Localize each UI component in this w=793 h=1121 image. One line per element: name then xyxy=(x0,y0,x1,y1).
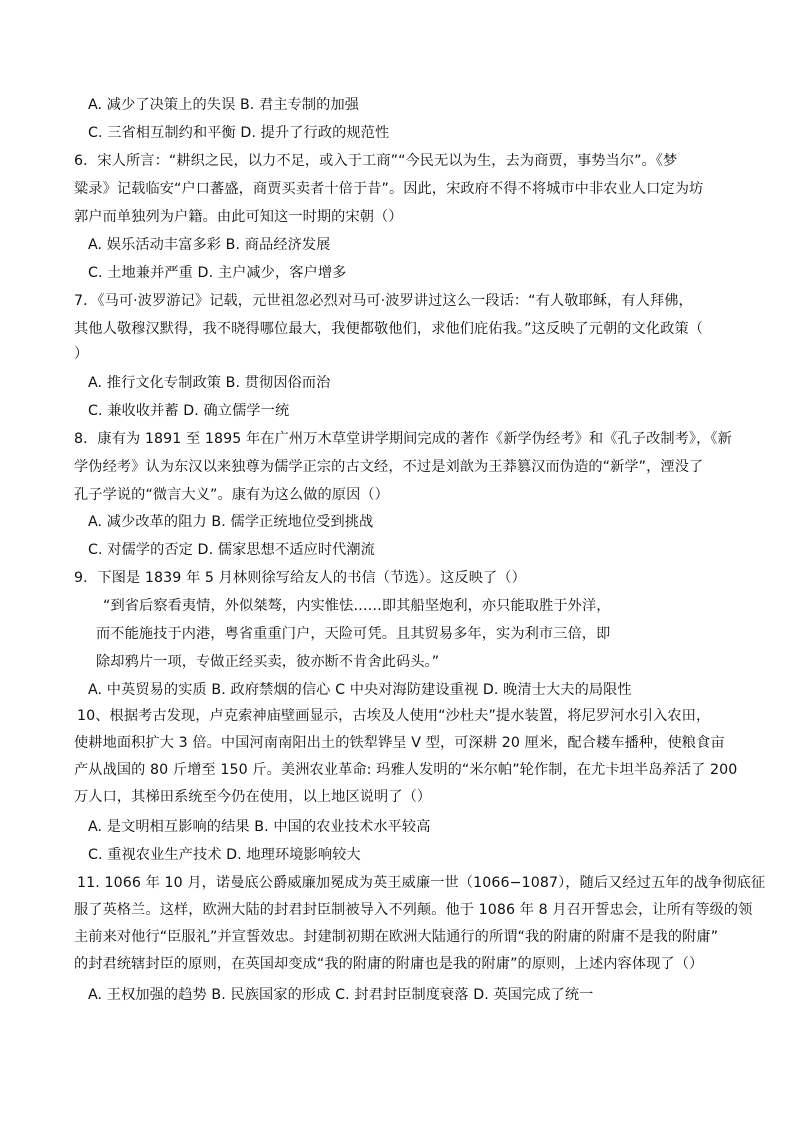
q11-stem-line4: 的封君统辖封臣的原则，在英国却变成“我的附庸的附庸也是我的附庸”的原则，上述内容体现了（） xyxy=(74,956,704,972)
q10-options-cd: C. 重视农业生产技术 D. 地理环境影响较大 xyxy=(88,847,361,863)
q6-stem-line3: 郭户而单独列为户籍。由此可知这一时期的宋朝（） xyxy=(74,209,403,225)
q10-stem-line2: 使耕地面积扩大 3 倍。中国河南南阳出土的铁犁铧呈 V 型，可深耕 20 厘米，配合耧车播种，使粮食亩 xyxy=(74,735,725,751)
q8-options-ab: A. 减少改革的阻力 B. 儒学正统地位受到挑战 xyxy=(88,514,374,530)
q9-stem-line1: 9．下图是 1839 年 5 月林则徐写给友人的书信（节选）。这反映了（） xyxy=(74,570,526,586)
q5-options-ab: A. 减少了决策上的失误 B. 君主专制的加强 xyxy=(88,97,360,113)
q7-stem-line1: 7．《马可·波罗游记》记载，元世祖忽必烈对马可·波罗讲过这么一段话：“有人敬耶稣，有人拜佛， xyxy=(74,293,693,309)
q6-options-cd: C. 土地兼并严重 D. 主户减少，客户增多 xyxy=(88,265,347,281)
q6-stem-line1: 6．宋人所言：“耕织之民，以力不足，或入于工商”“今民无以为生，去为商贾，事势当尔”。《梦 xyxy=(74,153,678,169)
q9-quote-line3: 除却鸦片一项，专做正经买卖，彼亦断不肯舍此码头。” xyxy=(96,654,440,670)
q7-stem-line3: ） xyxy=(74,346,89,362)
q9-quote-line1: “到省后察看夷情，外似桀骜，内实惟怯……即其船坚炮利，亦只能取胜于外洋， xyxy=(103,598,611,614)
q7-stem-line2: 其他人敬穆汉默得，我不晓得哪位最大，我便都敬他们，求他们庇佑我。”这反映了元朝的文化政策（ xyxy=(74,321,704,337)
q10-stem-line1: 10、根据考古发现，卢克索神庙壁画显示，古埃及人使用“沙杜夫”提水装置，将尼罗河水引入农田， xyxy=(77,708,711,724)
q8-stem-line1: 8．康有为 1891 至 1895 年在广州万木草堂讲学期间完成的著作《新学伪经考》和《孔子改制考》，《新 xyxy=(74,431,732,447)
q7-options-ab: A. 推行文化专制政策 B. 贯彻因俗而治 xyxy=(88,375,331,391)
q11-stem-line2: 服了英格兰。这样，欧洲大陆的封君封臣制被导入不列颠。他于 1086 年 8 月召开誓忠会，让所有等级的领 xyxy=(74,902,753,918)
q10-stem-line4: 万人口，其梯田系统至今仍在使用，以上地区说明了（） xyxy=(74,789,432,805)
q8-stem-line3: 孔子学说的“微言大义”。康有为这么做的原因（） xyxy=(74,487,389,503)
q5-options-cd: C. 三省相互制约和平衡 D. 提升了行政的规范性 xyxy=(88,125,390,141)
q7-options-cd: C. 兼收收并蓄 D. 确立儒学一统 xyxy=(88,403,290,419)
q9-quote-line2: 而不能施技于内港，粤省重重门户，天险可凭。且其贸易多年，实为利市三倍，即 xyxy=(96,626,611,642)
q11-stem-line1: 11. 1066 年 10 月，诺曼底公爵威廉加冕成为英王威廉一世（1066−1087），随后又经过五年的战争彻底征 xyxy=(77,875,766,891)
q8-stem-line2: 学伪经考》认为东汉以来独尊为儒学正宗的古文经，不过是刘歆为王莽篡汉而伪造的“新学”，湮没了 xyxy=(74,459,704,475)
q9-options: A. 中英贸易的实质 B. 政府禁烟的信心 C 中央对海防建设重视 D. 晚清士大夫的局限性 xyxy=(88,682,632,698)
q11-options: A. 王权加强的趋势 B. 民族国家的形成 C. 封君封臣制度衰落 D. 英国完成了统一 xyxy=(88,987,594,1003)
q8-options-cd: C. 对儒学的否定 D. 儒家思想不适应时代潮流 xyxy=(88,542,375,558)
q11-stem-line3: 主前来对他行“臣服礼”并宣誓效忠。封建制初期在欧洲大陆通行的所谓“我的附庸的附庸不是我的附庸” xyxy=(74,929,719,945)
q10-stem-line3: 产从战国的 80 斤增至 150 斤。美洲农业革命: 玛雅人发明的“米尔帕”轮作制，在尤卡坦半岛养活了 200 xyxy=(74,762,738,778)
q6-stem-line2: 粱录》记载临安“户口蕃盛，商贾买卖者十倍于昔”。因此，宋政府不得不将城市中非农业人口定为坊 xyxy=(74,181,704,197)
q10-options-ab: A. 是文明相互影响的结果 B. 中国的农业技术水平较高 xyxy=(88,819,431,835)
q6-options-ab: A. 娱乐活动丰富多彩 B. 商品经济发展 xyxy=(88,237,331,253)
